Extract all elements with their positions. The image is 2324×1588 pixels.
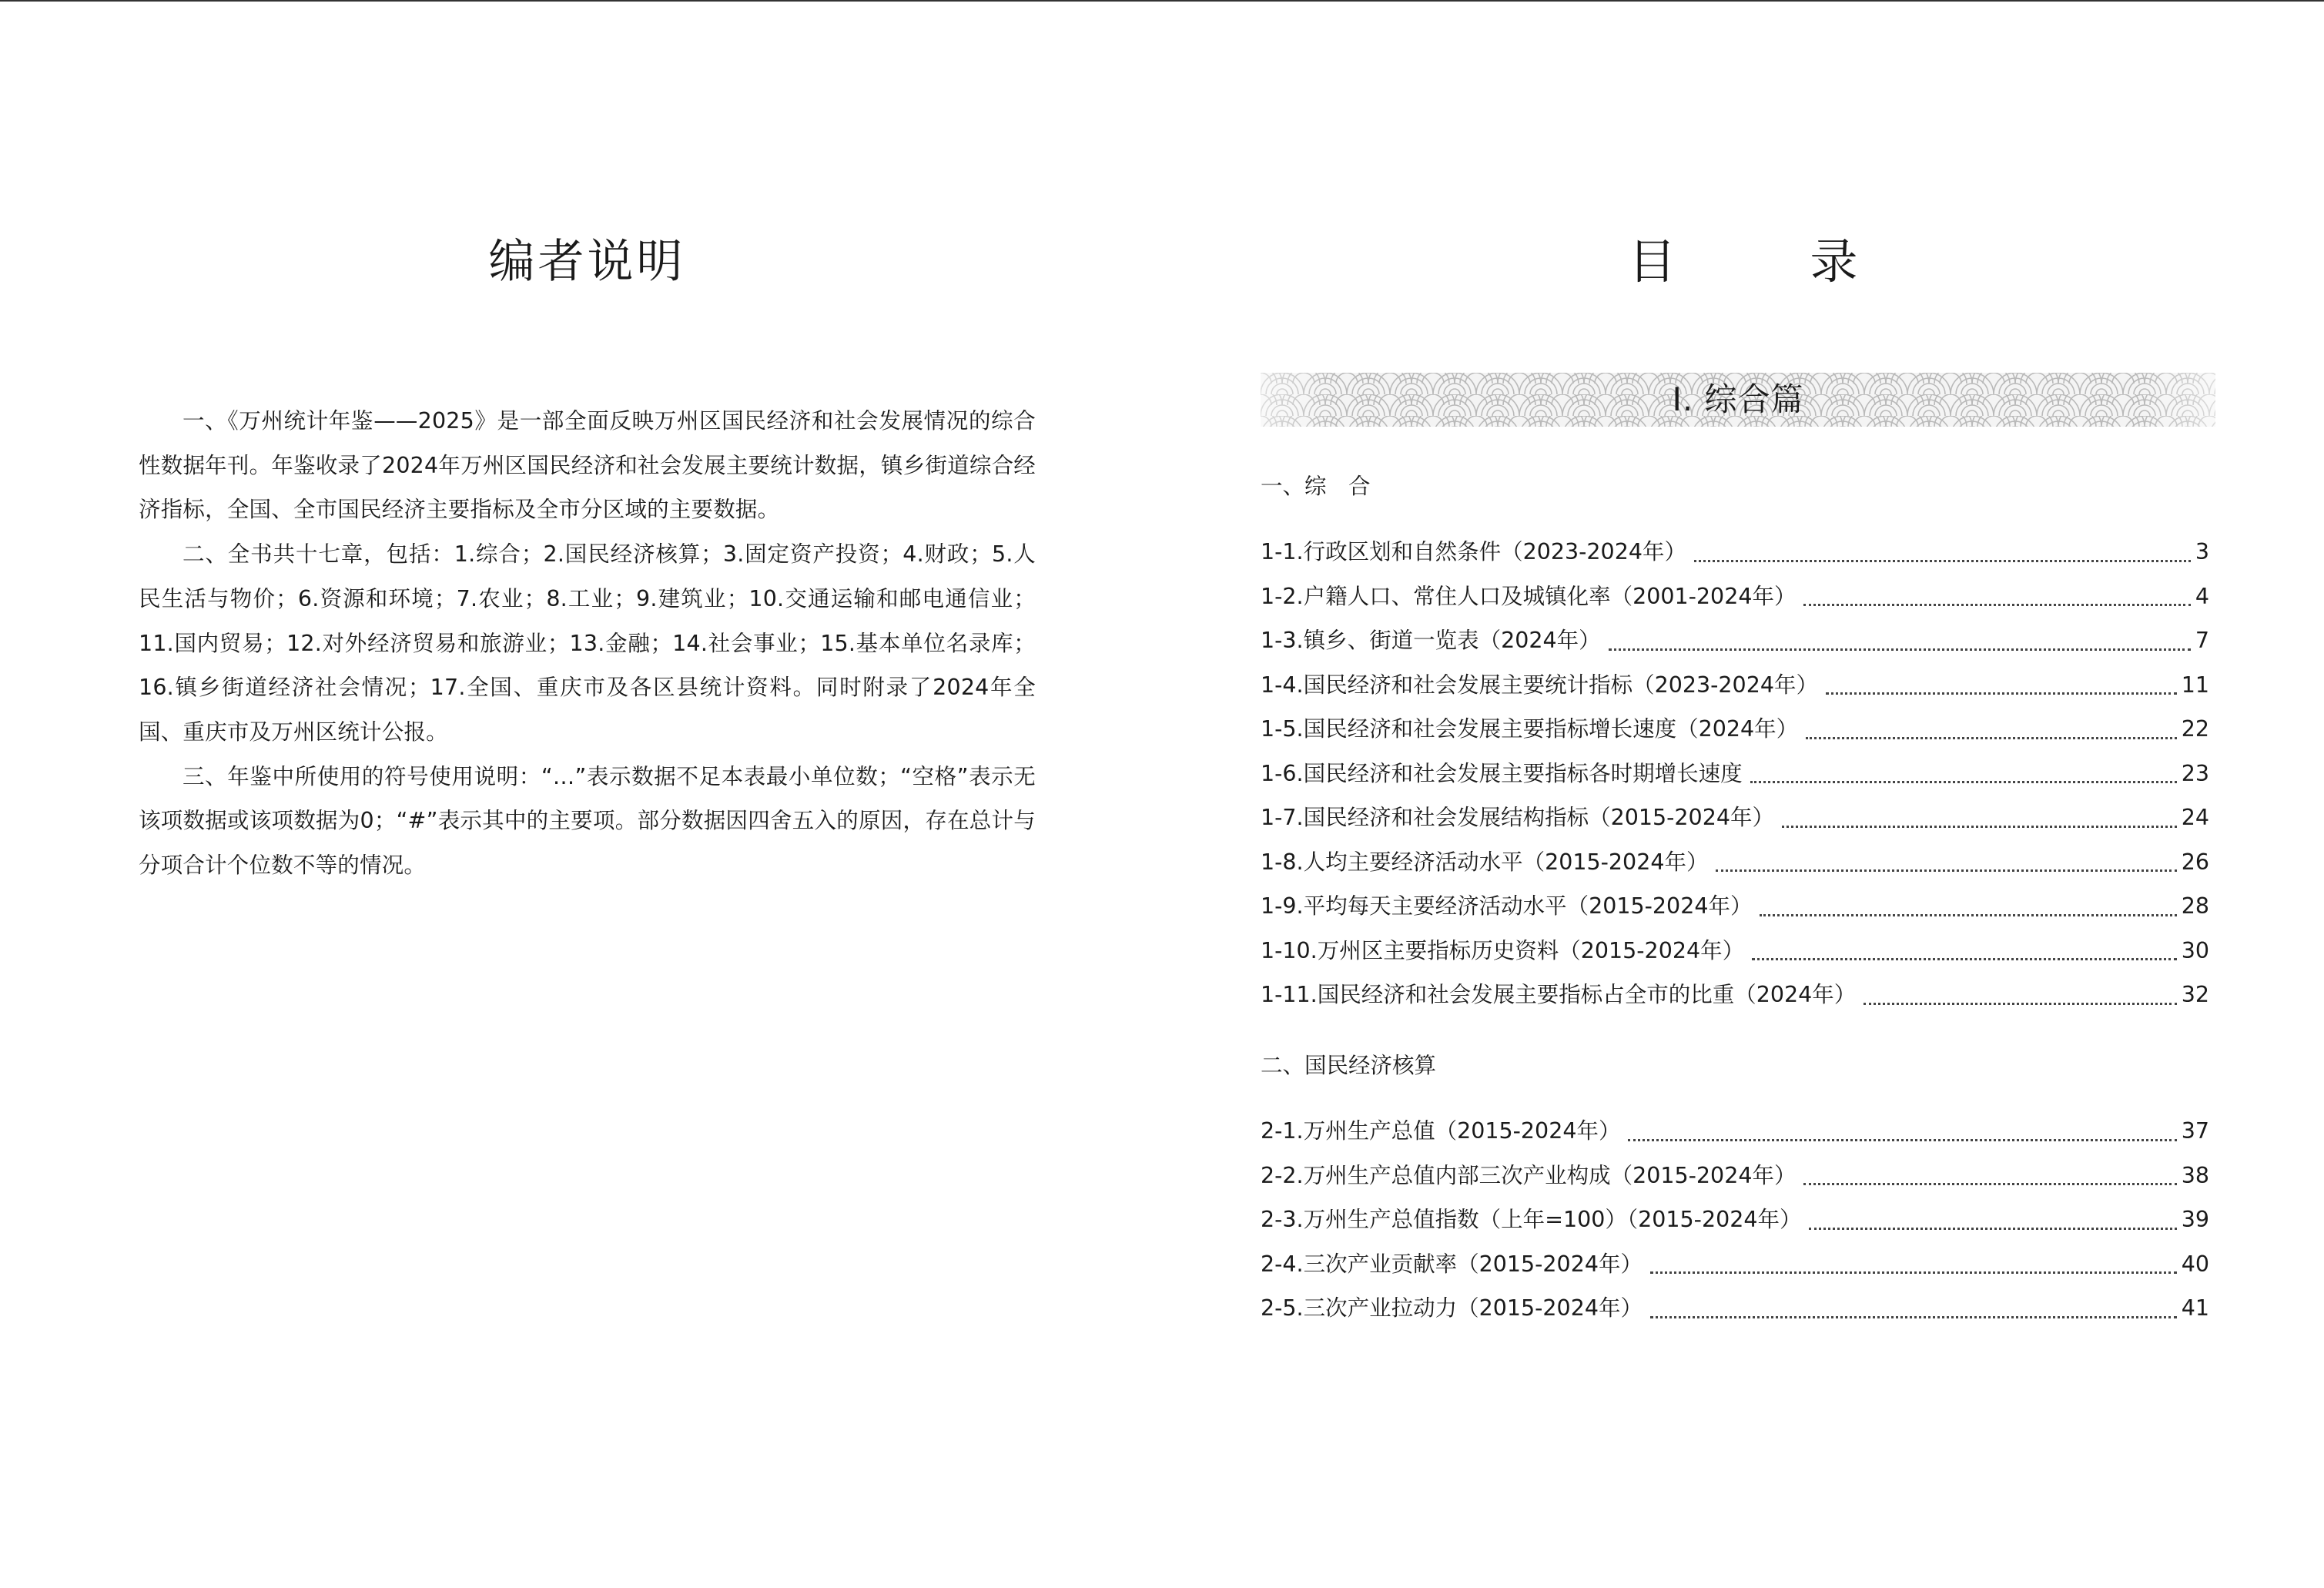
toc-entry-label: 1-5.国民经济和社会发展主要指标增长速度（2024年） (1261, 716, 1799, 742)
dot-leader (1650, 1315, 2177, 1318)
note-paragraph-3: 三、年鉴中所使用的符号使用说明：“…”表示数据不足本表最小单位数；“空格”表示无该项数据或该项数据为0；“#”表示其中的主要项。部分数据因四舍五入的原因，存在总计与分项合计个位数不等的情况。 (139, 763, 1036, 879)
dot-leader (1826, 692, 2177, 695)
dot-leader (1809, 1227, 2176, 1230)
toc-entry-page: 4 (2195, 583, 2209, 609)
toc-entry-page: 3 (2195, 539, 2209, 565)
editors-note-body (139, 399, 1036, 888)
toc-entry-page: 26 (2181, 849, 2209, 875)
toc-entry-label: 2-2.万州生产总值内部三次产业构成（2015-2024年） (1261, 1162, 1797, 1188)
toc-entry-label: 1-9.平均每天主要经济活动水平（2015-2024年） (1261, 893, 1753, 919)
toc-entry-page: 40 (2181, 1251, 2209, 1277)
toc-entry-page: 23 (2181, 760, 2209, 786)
toc-entry-label: 1-4.国民经济和社会发展主要统计指标（2023-2024年） (1261, 672, 1818, 698)
section-heading-general: 一、综 合 (1261, 474, 1371, 499)
toc-entry[interactable] (1261, 1242, 2209, 1287)
dot-leader (1628, 1138, 2176, 1141)
toc-entry-page: 41 (2181, 1295, 2209, 1321)
dot-leader (1760, 913, 2176, 916)
toc-entry-page: 22 (2181, 716, 2209, 742)
toc-list-national-accounts (1261, 1109, 2209, 1331)
dot-leader (1803, 603, 2190, 606)
toc-entry-page: 11 (2181, 672, 2209, 698)
dot-leader (1750, 780, 2177, 783)
dot-leader (1650, 1271, 2177, 1274)
toc-entry[interactable] (1261, 707, 2209, 752)
toc-entry[interactable] (1261, 929, 2209, 973)
note-paragraph-2: 二、全书共十七章，包括：1.综合；2.国民经济核算；3.固定资产投资；4.财政；5.人民生活与物价；6.资源和环境；7.农业；8.工业；9.建筑业；10.交通运输和邮电通信业；11.国内贸易；12.对外经济贸易和旅游业；13.金融；14.社会事业；15.基本单位名录库；16.镇乡街道经济社会情况；17.全国、重庆市及各区县统计资料。同时附录了2024年全国、重庆市及万州区统计公报。 (139, 541, 1036, 745)
toc-entry-label: 1-11.国民经济和社会发展主要指标占全市的比重（2024年） (1261, 982, 1857, 1007)
dot-leader (1803, 1182, 2176, 1185)
dot-leader (1752, 957, 2177, 960)
toc-entry-label: 1-3.镇乡、街道一览表（2024年） (1261, 628, 1601, 653)
toc-entry-label: 1-6.国民经济和社会发展主要指标各时期增长速度 (1261, 760, 1743, 786)
toc-title: 目 录 (1628, 233, 1901, 290)
dot-leader (1782, 825, 2177, 828)
editors-note-title: 编者说明 (488, 235, 686, 289)
toc-entry-page: 32 (2181, 982, 2209, 1007)
table-of-contents-page (1162, 0, 2324, 1588)
chapter-banner (1261, 373, 2215, 427)
toc-entry[interactable] (1261, 840, 2209, 885)
toc-entry-page: 38 (2181, 1162, 2209, 1188)
toc-entry[interactable] (1261, 663, 2209, 708)
toc-entry-page: 24 (2181, 805, 2209, 830)
chapter-title: I. 综合篇 (1672, 380, 1804, 418)
dot-leader (1864, 1002, 2176, 1005)
dot-leader (1716, 869, 2176, 872)
toc-entry-label: 1-1.行政区划和自然条件（2023-2024年） (1261, 539, 1686, 565)
note-paragraph-1: 一、《万州统计年鉴——2025》是一部全面反映万州区国民经济和社会发展情况的综合性数据年刊。年鉴收录了2024年万州区国民经济和社会发展主要统计数据，镇乡街道综合经济指标，全国、全市国民经济主要指标及全市分区域的主要数据。 (139, 408, 1036, 523)
toc-entry-label: 1-7.国民经济和社会发展结构指标（2015-2024年） (1261, 805, 1774, 830)
toc-entry[interactable] (1261, 530, 2209, 575)
toc-entry-page: 39 (2181, 1207, 2209, 1232)
dot-leader (1609, 648, 2191, 651)
toc-entry[interactable] (1261, 796, 2209, 840)
toc-entry[interactable] (1261, 575, 2209, 619)
toc-entry[interactable] (1261, 618, 2209, 663)
toc-entry[interactable] (1261, 1286, 2209, 1331)
toc-entry-page: 37 (2181, 1118, 2209, 1144)
toc-entry-label: 2-1.万州生产总值（2015-2024年） (1261, 1118, 1621, 1144)
toc-entry-label: 2-5.三次产业拉动力（2015-2024年） (1261, 1295, 1643, 1321)
toc-entry-label: 2-4.三次产业贡献率（2015-2024年） (1261, 1251, 1643, 1277)
toc-entry-label: 1-8.人均主要经济活动水平（2015-2024年） (1261, 849, 1709, 875)
dot-leader (1694, 559, 2191, 562)
toc-list-general (1261, 530, 2209, 1017)
toc-entry[interactable] (1261, 1109, 2209, 1154)
toc-entry-page: 28 (2181, 893, 2209, 919)
section-heading-national-accounts: 二、国民经济核算 (1261, 1053, 1437, 1078)
toc-entry-label: 1-10.万州区主要指标历史资料（2015-2024年） (1261, 937, 1745, 963)
toc-entry[interactable] (1261, 1154, 2209, 1198)
toc-entry-label: 2-3.万州生产总值指数（上年=100）（2015-2024年） (1261, 1207, 1802, 1232)
toc-entry-page: 7 (2195, 628, 2209, 653)
toc-entry[interactable] (1261, 973, 2209, 1017)
toc-entry[interactable] (1261, 1198, 2209, 1242)
toc-entry[interactable] (1261, 752, 2209, 796)
toc-entry-page: 30 (2181, 937, 2209, 963)
toc-entry[interactable] (1261, 884, 2209, 929)
dot-leader (1806, 736, 2177, 739)
toc-entry-label: 1-2.户籍人口、常住人口及城镇化率（2001-2024年） (1261, 583, 1797, 609)
